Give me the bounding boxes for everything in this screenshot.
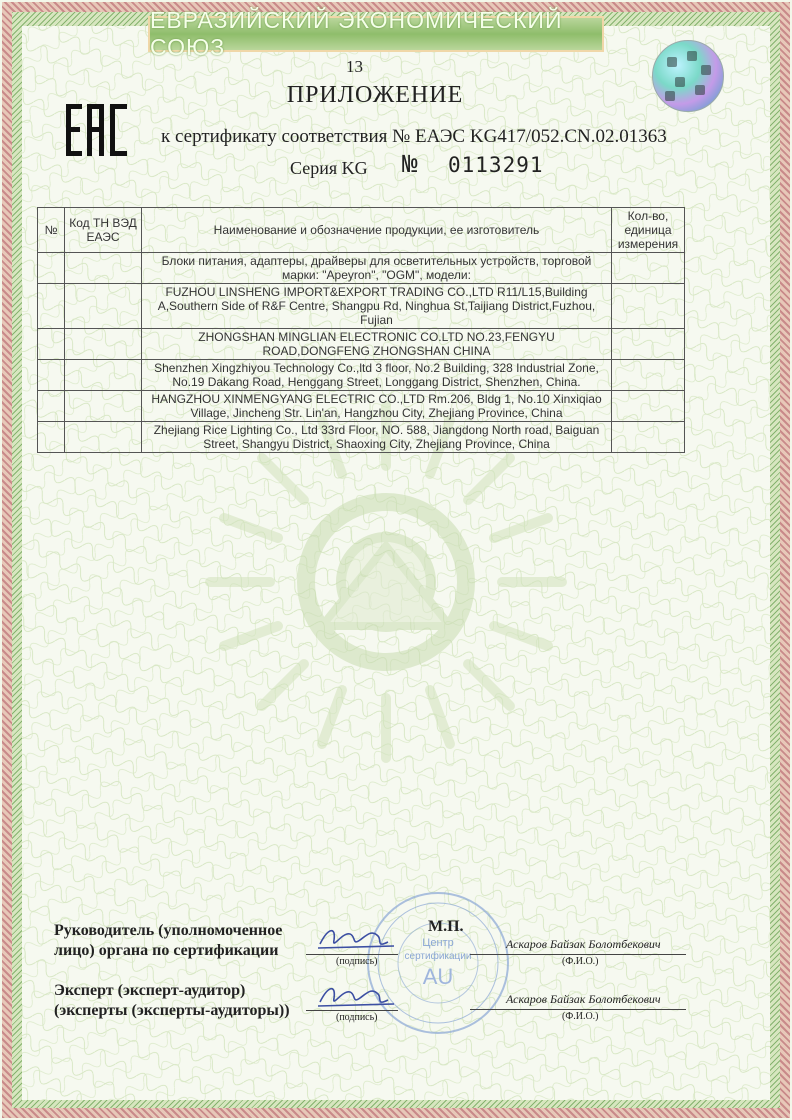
row-hs-code bbox=[65, 360, 142, 391]
sun-emblem-watermark bbox=[210, 406, 562, 758]
row-product-name: FUZHOU LINSHENG IMPORT&EXPORT TRADING CO.,LTD R11/L15,Building A,Southern Side of R&F Centre, Shangpu Rd, Ninghua St,Taijiang District,Fuzhou, Fujian bbox=[142, 284, 612, 329]
head-signature-line bbox=[306, 954, 398, 955]
row-quantity bbox=[612, 391, 685, 422]
expert-signatory-label bbox=[54, 981, 290, 1021]
table-header-row bbox=[38, 208, 685, 253]
expert-name-line bbox=[470, 1009, 686, 1010]
eac-logo bbox=[66, 104, 128, 156]
series-label: Серия KG bbox=[290, 158, 368, 178]
row-quantity bbox=[612, 284, 685, 329]
head-full-name: Аскаров Байзак Болотбекович bbox=[506, 937, 661, 951]
stamp-text-line1: Центр bbox=[422, 937, 454, 949]
expert-label-line2: (эксперты (эксперты-аудиторы)) bbox=[54, 1002, 290, 1019]
row-number bbox=[38, 391, 65, 422]
row-product-name: ZHONGSHAN MINGLIAN ELECTRONIC CO.LTD NO.23,FENGYU ROAD,DONGFENG ZHONGSHAN CHINA bbox=[142, 329, 612, 360]
stamp-center-text: AU bbox=[422, 964, 454, 989]
head-signature bbox=[316, 922, 396, 956]
table-row bbox=[38, 422, 685, 453]
stamp-place-label: М.П. bbox=[428, 918, 464, 935]
eurasian-union-banner bbox=[148, 7, 604, 60]
table-row bbox=[38, 360, 685, 391]
expert-signature-line bbox=[306, 1010, 398, 1011]
row-product-name: Shenzhen Xingzhiyou Technology Co.,ltd 3 floor, No.2 Building, 328 Industrial Zone, No.19 Dakang Road, Henggang Street, Longgang District, Shenzhen, China. bbox=[142, 360, 612, 391]
row-number bbox=[38, 360, 65, 391]
table-row bbox=[38, 391, 685, 422]
certification-stamp bbox=[363, 888, 513, 1038]
series-number: 0113291 bbox=[448, 153, 544, 177]
row-quantity bbox=[612, 422, 685, 453]
head-signature-caption: (подпись) bbox=[336, 956, 378, 967]
header-quantity: Кол-во, единица измерения bbox=[612, 208, 685, 253]
row-quantity bbox=[612, 329, 685, 360]
head-name-caption: (Ф.И.О.) bbox=[562, 956, 599, 967]
header-number: № bbox=[38, 208, 65, 253]
row-product-name: HANGZHOU XINMENGYANG ELECTRIC CO.,LTD Rm.206, Bldg 1, No.10 Xinxiqiao Village, Jincheng Str. Lin'an, Hangzhou City, Zhejiang Province, China bbox=[142, 391, 612, 422]
row-hs-code bbox=[65, 284, 142, 329]
table-row bbox=[38, 329, 685, 360]
expert-name-caption: (Ф.И.О.) bbox=[562, 1011, 599, 1022]
row-quantity bbox=[612, 360, 685, 391]
row-number bbox=[38, 329, 65, 360]
expert-signature-caption: (подпись) bbox=[336, 1012, 378, 1023]
head-name-line bbox=[470, 954, 686, 955]
row-number bbox=[38, 422, 65, 453]
row-number bbox=[38, 253, 65, 284]
row-number bbox=[38, 284, 65, 329]
head-label-line1: Руководитель (уполномоченное bbox=[54, 922, 283, 939]
table-row bbox=[38, 284, 685, 329]
row-quantity bbox=[612, 253, 685, 284]
header-hs-code: Код ТН ВЭД ЕАЭС bbox=[65, 208, 142, 253]
banner-text: ЕВРАЗИЙСКИЙ ЭКОНОМИЧЕСКИЙ СОЮЗ bbox=[150, 7, 563, 60]
head-signatory-label bbox=[54, 921, 282, 961]
expert-label-line1: Эксперт (эксперт-аудитор) bbox=[54, 982, 246, 999]
row-hs-code bbox=[65, 391, 142, 422]
head-label-line2: лицо) органа по сертификации bbox=[54, 942, 279, 959]
table-row bbox=[38, 253, 685, 284]
stamp-text-line2: сертификации bbox=[404, 951, 472, 962]
row-hs-code bbox=[65, 329, 142, 360]
row-hs-code bbox=[65, 422, 142, 453]
header-product-name: Наименование и обозначение продукции, ее изготовитель bbox=[142, 208, 612, 253]
expert-full-name: Аскаров Байзак Болотбекович bbox=[506, 992, 661, 1006]
expert-signature bbox=[316, 980, 396, 1014]
row-product-name: Zhejiang Rice Lighting Co., Ltd 33rd Floor, NO. 588, Jiangdong North road, Baiguan Street, Shangyu District, Shaoxing City, Zhejiang Province, China bbox=[142, 422, 612, 453]
document-title: ПРИЛОЖЕНИЕ bbox=[286, 82, 464, 108]
products-table bbox=[37, 207, 685, 453]
row-product-name: Блоки питания, адаптеры, драйверы для осветительных устройств, торговой марки: "Apeyron", "OGM", модели: bbox=[142, 253, 612, 284]
row-hs-code bbox=[65, 253, 142, 284]
page-number: 13 bbox=[346, 57, 363, 76]
certificate-reference: к сертификату соответствия № ЕАЭС KG417/052.CN.02.01363 bbox=[161, 126, 667, 147]
series-number-sign: № bbox=[402, 150, 418, 180]
